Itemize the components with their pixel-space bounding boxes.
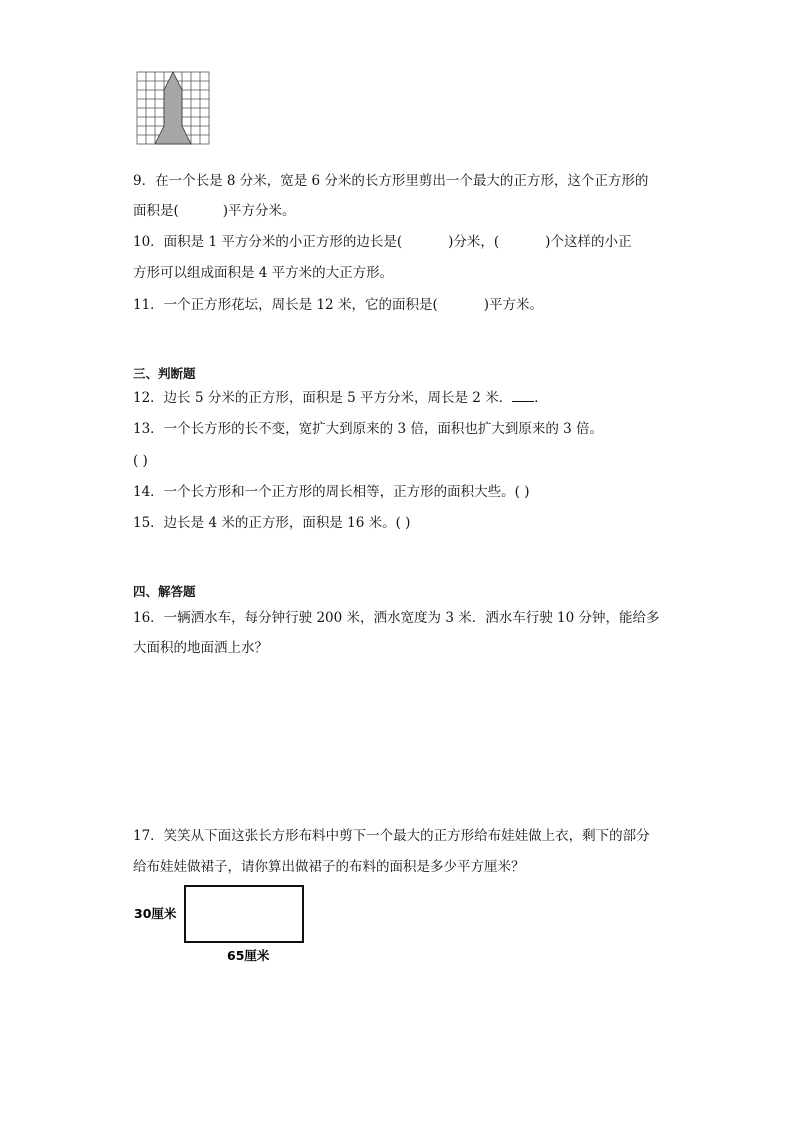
question-17-line1: 17．笑笑从下面这张长方形布料中剪下一个最大的正方形给布娃娃做上衣，剩下的部分 [133, 828, 650, 844]
fabric-rectangle [185, 886, 303, 942]
question-9-suffix: )平方分米。 [222, 203, 296, 219]
question-9-prefix: 面积是( [133, 203, 179, 219]
width-label: 30厘米 [134, 906, 177, 921]
question-10-line1 [133, 232, 631, 252]
section-heading-judgment: 三、判断题 [133, 366, 196, 381]
question-9-line2 [133, 201, 296, 221]
question-12-prefix: 12．边长 5 分米的正方形，面积是 5 平方分米，周长是 2 米． [133, 390, 513, 406]
question-13-answer-brackets[interactable]: ( ) [133, 453, 148, 469]
length-label: 65厘米 [227, 948, 270, 963]
answer-blank[interactable] [512, 387, 534, 402]
fabric-rectangle-figure [130, 884, 320, 968]
question-15: 15．边长是 4 米的正方形，面积是 16 米。( ) [133, 515, 411, 531]
grid-rocket-figure [136, 68, 212, 148]
question-9-line1: 9．在一个长是 8 分米，宽是 6 分米的长方形里剪出一个最大的正方形，这个正方形的 [133, 173, 649, 189]
question-11-suffix: )平方米。 [483, 297, 543, 313]
question-14: 14．一个长方形和一个正方形的周长相等，正方形的面积大些。( ) [133, 484, 530, 500]
question-11 [133, 295, 543, 315]
question-10-part-a: 10．面积是 1 平方分米的小正方形的边长是( [133, 234, 403, 250]
question-13-line1: 13．一个长方形的长不变，宽扩大到原来的 3 倍，面积也扩大到原来的 3 倍。 [133, 421, 604, 437]
question-12-suffix: ． [534, 390, 548, 406]
question-16-line1: 16．一辆洒水车，每分钟行驶 200 米，洒水宽度为 3 米．洒水车行驶 10 分钟，能给多 [133, 610, 660, 626]
question-12 [133, 387, 548, 408]
question-16-line2: 大面积的地面洒上水？ [133, 640, 268, 656]
question-10-part-b: )分米，( [448, 234, 500, 250]
question-17-line2: 给布娃娃做裙子，请你算出做裙子的布料的面积是多少平方厘米？ [133, 859, 525, 875]
question-10-part-c: )个这样的小正 [545, 234, 632, 250]
question-10-line2: 方形可以组成面积是 4 平方米的大正方形。 [133, 265, 394, 281]
section-heading-problems: 四、解答题 [133, 584, 196, 599]
question-11-prefix: 11．一个正方形花坛，周长是 12 米，它的面积是( [133, 297, 438, 313]
